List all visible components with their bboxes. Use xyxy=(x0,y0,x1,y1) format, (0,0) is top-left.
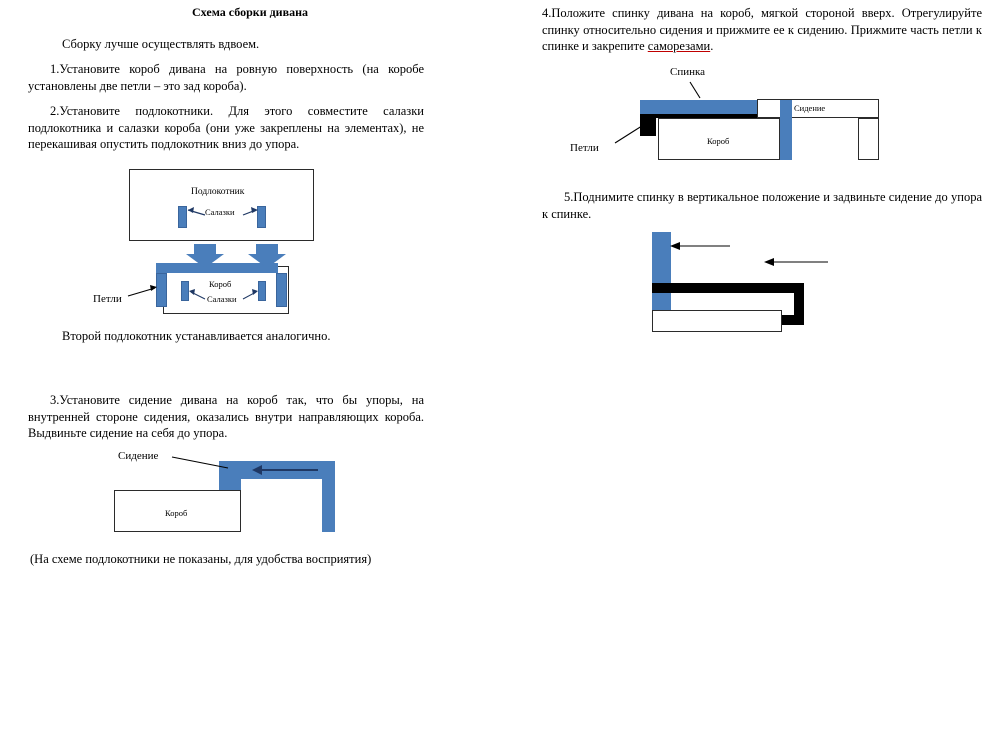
armrest-outline xyxy=(129,169,314,241)
hinge-right-block xyxy=(276,273,287,307)
intro-paragraph: Сборку лучше осуществлять вдвоем. xyxy=(62,37,260,51)
second-armrest-note: Второй подлокотник устанавливается аналогично. xyxy=(62,329,331,343)
rail-inner-right-fig2 xyxy=(258,281,266,301)
rail-inner-left-fig2 xyxy=(181,281,189,301)
armrest-label: Подлокотник xyxy=(191,187,245,197)
back-label-fig4: Спинка xyxy=(670,66,706,78)
seat-label-fig3: Сидение xyxy=(118,450,159,462)
seat-support-blue xyxy=(780,100,792,160)
rails-label-fig2: Салазки xyxy=(207,294,237,304)
seat-top-black-bar xyxy=(652,283,804,293)
rail-left-block xyxy=(178,206,187,228)
seat-right-leg-blue xyxy=(322,479,335,532)
right-column xyxy=(500,0,1000,750)
back-blue-panel xyxy=(640,100,758,114)
step-3-paragraph: 3.Установите сидение дивана на короб так, что бы упоры, на внутренней стороне сидения, оказались внутри направляющих короба. Выдвиньте сидение на себя до упора. xyxy=(28,393,424,440)
step-4-text: 4.Положите спинку дивана на короб, мягкой стороной вверх. Отрегулируйте спинку относительно сидения и прижмите ее к сидению. Прижмите часть петли к спинке и закрепите xyxy=(542,6,982,53)
step-2-paragraph: 2.Установите подлокотники. Для этого совместите салазки подлокотника и салазки короба (они уже закреплены на элементах), не перекашивая опустить подлокотник вниз до упора. xyxy=(28,104,424,151)
hinges-label-fig2: Петли xyxy=(93,293,122,305)
box-label-fig2: Короб xyxy=(209,279,232,289)
box-outline-fig5 xyxy=(652,310,782,332)
step-4-end: . xyxy=(710,39,714,53)
step-5-paragraph: 5.Поднимите спинку в вертикальное положение и задвиньте сидение до упора к спинке. xyxy=(542,190,982,221)
seat-top-blue xyxy=(219,461,335,479)
box-label-fig3: Короб xyxy=(165,508,188,518)
page-title: Схема сборки дивана xyxy=(192,5,308,19)
box-label-fig4: Короб xyxy=(707,136,730,146)
seat-label-fig4: Сидение xyxy=(794,103,826,113)
hinges-label-fig4: Петли xyxy=(570,142,599,154)
leg-outline-fig4 xyxy=(858,118,879,160)
screws-link[interactable]: саморезами xyxy=(647,39,711,53)
box-top-blue-strip xyxy=(156,263,278,273)
rails-label-fig1: Салазки xyxy=(205,207,235,217)
back-vertical-blue xyxy=(652,232,671,310)
hinge-left-block xyxy=(156,273,167,307)
step-4-paragraph xyxy=(542,5,982,55)
armrests-hidden-note: (На схеме подлокотники не показаны, для удобства восприятия) xyxy=(30,552,372,566)
step-1-paragraph: 1.Установите короб дивана на ровную поверхность (на коробе установлены две петли – это зад короба). xyxy=(28,62,424,93)
rail-right-block xyxy=(257,206,266,228)
